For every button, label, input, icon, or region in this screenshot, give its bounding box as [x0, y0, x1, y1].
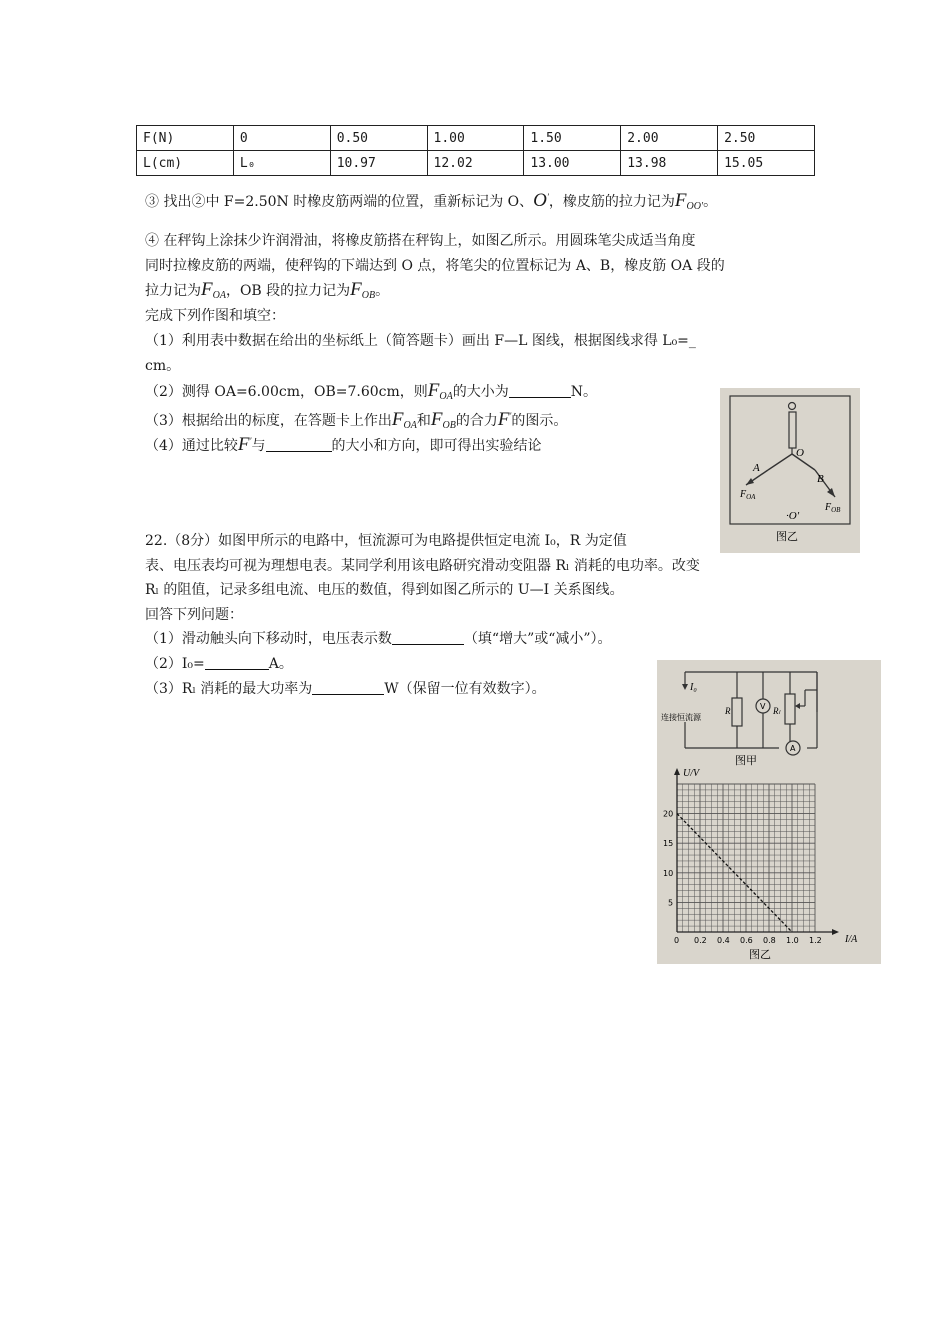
f-oa-symbol: $F_{OA}$ [427, 380, 453, 402]
table-cell: 0.50 [330, 126, 427, 151]
f-oa-symbol: $F_{OA}$ [391, 409, 417, 431]
table-cell: F(N) [137, 126, 234, 151]
resistor-r [732, 698, 742, 726]
table-cell: 1.50 [524, 126, 621, 151]
x-tick-label: 1.0 [786, 936, 799, 945]
graph-caption: 图乙 [749, 948, 771, 961]
y-axis-label: U/V [683, 768, 700, 779]
graph-axes [674, 768, 839, 935]
q21-part2: （2）测得 OA=6.00cm，OB=7.60cm，则$F_{OA}$的大小为 N。 [145, 380, 597, 402]
x-tick-label: 0.6 [740, 936, 753, 945]
q21-part1-line1: （1）利用表中数据在给出的坐标纸上（简答题卡）画出 F—L 图线，根据图线求得 L₀=_ [145, 333, 696, 349]
label-a: A [790, 744, 796, 753]
table-cell: 12.02 [427, 151, 524, 176]
f-oo-symbol: $F_{OO'}$ [674, 190, 704, 212]
step4-line1: ④ 在秤钩上涂抹少许润滑油，将橡皮筋搭在秤钩上，如图乙所示。用圆珠笔尖成适当角度 [145, 233, 696, 249]
u-i-graph [657, 764, 881, 964]
table-cell: 10.97 [330, 151, 427, 176]
x-tick-label: 0.8 [763, 936, 776, 945]
graph-grid [677, 784, 815, 932]
answer-blank[interactable] [266, 437, 332, 452]
o-prime-symbol: O′ [533, 190, 549, 211]
answer-blank[interactable] [205, 655, 269, 670]
table-cell: L₀ [233, 151, 330, 176]
figure-spring-scale [720, 388, 860, 553]
q22-line4: 回答下列问题： [145, 607, 243, 623]
label-r: R [725, 706, 731, 716]
y-tick-label: 15 [663, 839, 674, 849]
y-tick-label: 5 [668, 898, 674, 908]
table-cell: 1.00 [427, 126, 524, 151]
q21-part3: （3）根据给出的标度，在答题卡上作出$F_{OA}$和$F_{OB}$的合力F′的图示。 [145, 409, 568, 431]
x-tick-label: 1.2 [809, 936, 822, 945]
table-cell: 15.05 [718, 151, 815, 176]
figure-caption: 图乙 [776, 530, 798, 543]
label-i0: I₀ [690, 682, 697, 693]
q21-part4: （4）通过比较F′与 的大小和方向，即可得出实验结论 [145, 434, 542, 455]
rheostat-rl [785, 694, 795, 724]
label-f-ob: $F_{OB}$ [825, 502, 841, 514]
label-rl: Rₗ [773, 706, 780, 716]
q22-part2: （2）I₀= A。 [145, 656, 293, 672]
table-row [137, 151, 815, 176]
table-cell: L(cm) [137, 151, 234, 176]
f-ob-symbol: $F_{OB}$ [430, 409, 456, 431]
step3-text: ③ 找出②中 F=2.50N 时橡皮筋两端的位置，重新标记为 O、 [145, 194, 534, 210]
table-cell: 0 [233, 126, 330, 151]
f-prime-symbol: F′ [237, 434, 252, 455]
q22-line2: 表、电压表均可视为理想电表。某同学利用该电路研究滑动变阻器 Rₗ 消耗的电功率。改变 [145, 558, 700, 574]
q22-part3: （3）Rₗ 消耗的最大功率为 W（保留一位有效数字）。 [145, 681, 546, 697]
step3-text: ，橡皮筋的拉力记为 [548, 194, 675, 210]
table-cell: 2.00 [621, 126, 718, 151]
f-oa-symbol: $F_{OA}$ [201, 279, 226, 301]
force-length-table [136, 125, 815, 176]
x-tick-label: 0.4 [717, 936, 730, 945]
f-prime-symbol: F′ [497, 409, 512, 430]
label-b: B [817, 473, 824, 485]
label-f-oa: $F_{OA}$ [740, 489, 756, 501]
q22-line3: Rₗ 的阻值，记录多组电流、电压的数值，得到如图乙所示的 U—I 关系图线。 [145, 582, 624, 598]
table-cell: 13.00 [524, 151, 621, 176]
label-o: O [796, 447, 804, 459]
f-ob-symbol: $F_{OB}$ [350, 279, 376, 301]
step4-line2: 同时拉橡皮筋的两端，使秤钩的下端达到 O 点，将笔尖的位置标记为 A、B，橡皮筋 OA 段的 [145, 258, 725, 274]
x-axis-arrow [832, 929, 839, 935]
x-axis-label: I/A [845, 934, 858, 945]
label-constant-current-source: 连接恒流源 [661, 713, 701, 722]
q21-part1-line2: cm。 [145, 358, 181, 374]
circuit-caption: 图甲 [735, 754, 757, 767]
table-row [137, 126, 815, 151]
y-axis-arrow [674, 768, 680, 775]
spring-scale-diagram [720, 388, 860, 553]
y-tick-label: 20 [663, 809, 674, 819]
x-tick-label: 0.2 [694, 936, 707, 945]
label-a: A [753, 462, 760, 474]
answer-blank[interactable] [312, 680, 384, 695]
task-intro: 完成下列作图和填空： [145, 308, 285, 324]
step3-line: ③ 找出②中 F=2.50N 时橡皮筋两端的位置，重新标记为 O、O′，橡皮筋的拉力记为$F_{OO'}$。 [145, 190, 718, 212]
x-tick-label: 0 [674, 936, 680, 945]
answer-blank[interactable] [392, 630, 464, 645]
q22-line1: 22.（8分）如图甲所示的电路中，恒流源可为电路提供恒定电流 I₀，R 为定值 [145, 533, 627, 549]
y-tick-label: 10 [663, 868, 674, 878]
figure-circuit-and-graph [657, 660, 881, 964]
step4-line3: 拉力记为$F_{OA}$，OB 段的拉力记为$F_{OB}$。 [145, 279, 390, 301]
label-o-prime: ·O′ [786, 510, 800, 522]
table-cell: 13.98 [621, 151, 718, 176]
q22-part1: （1）滑动触头向下移动时，电压表示数 （填“增大”或“减小”）。 [145, 631, 612, 647]
answer-blank[interactable] [509, 383, 571, 398]
label-v: V [760, 702, 766, 711]
table-cell: 2.50 [718, 126, 815, 151]
